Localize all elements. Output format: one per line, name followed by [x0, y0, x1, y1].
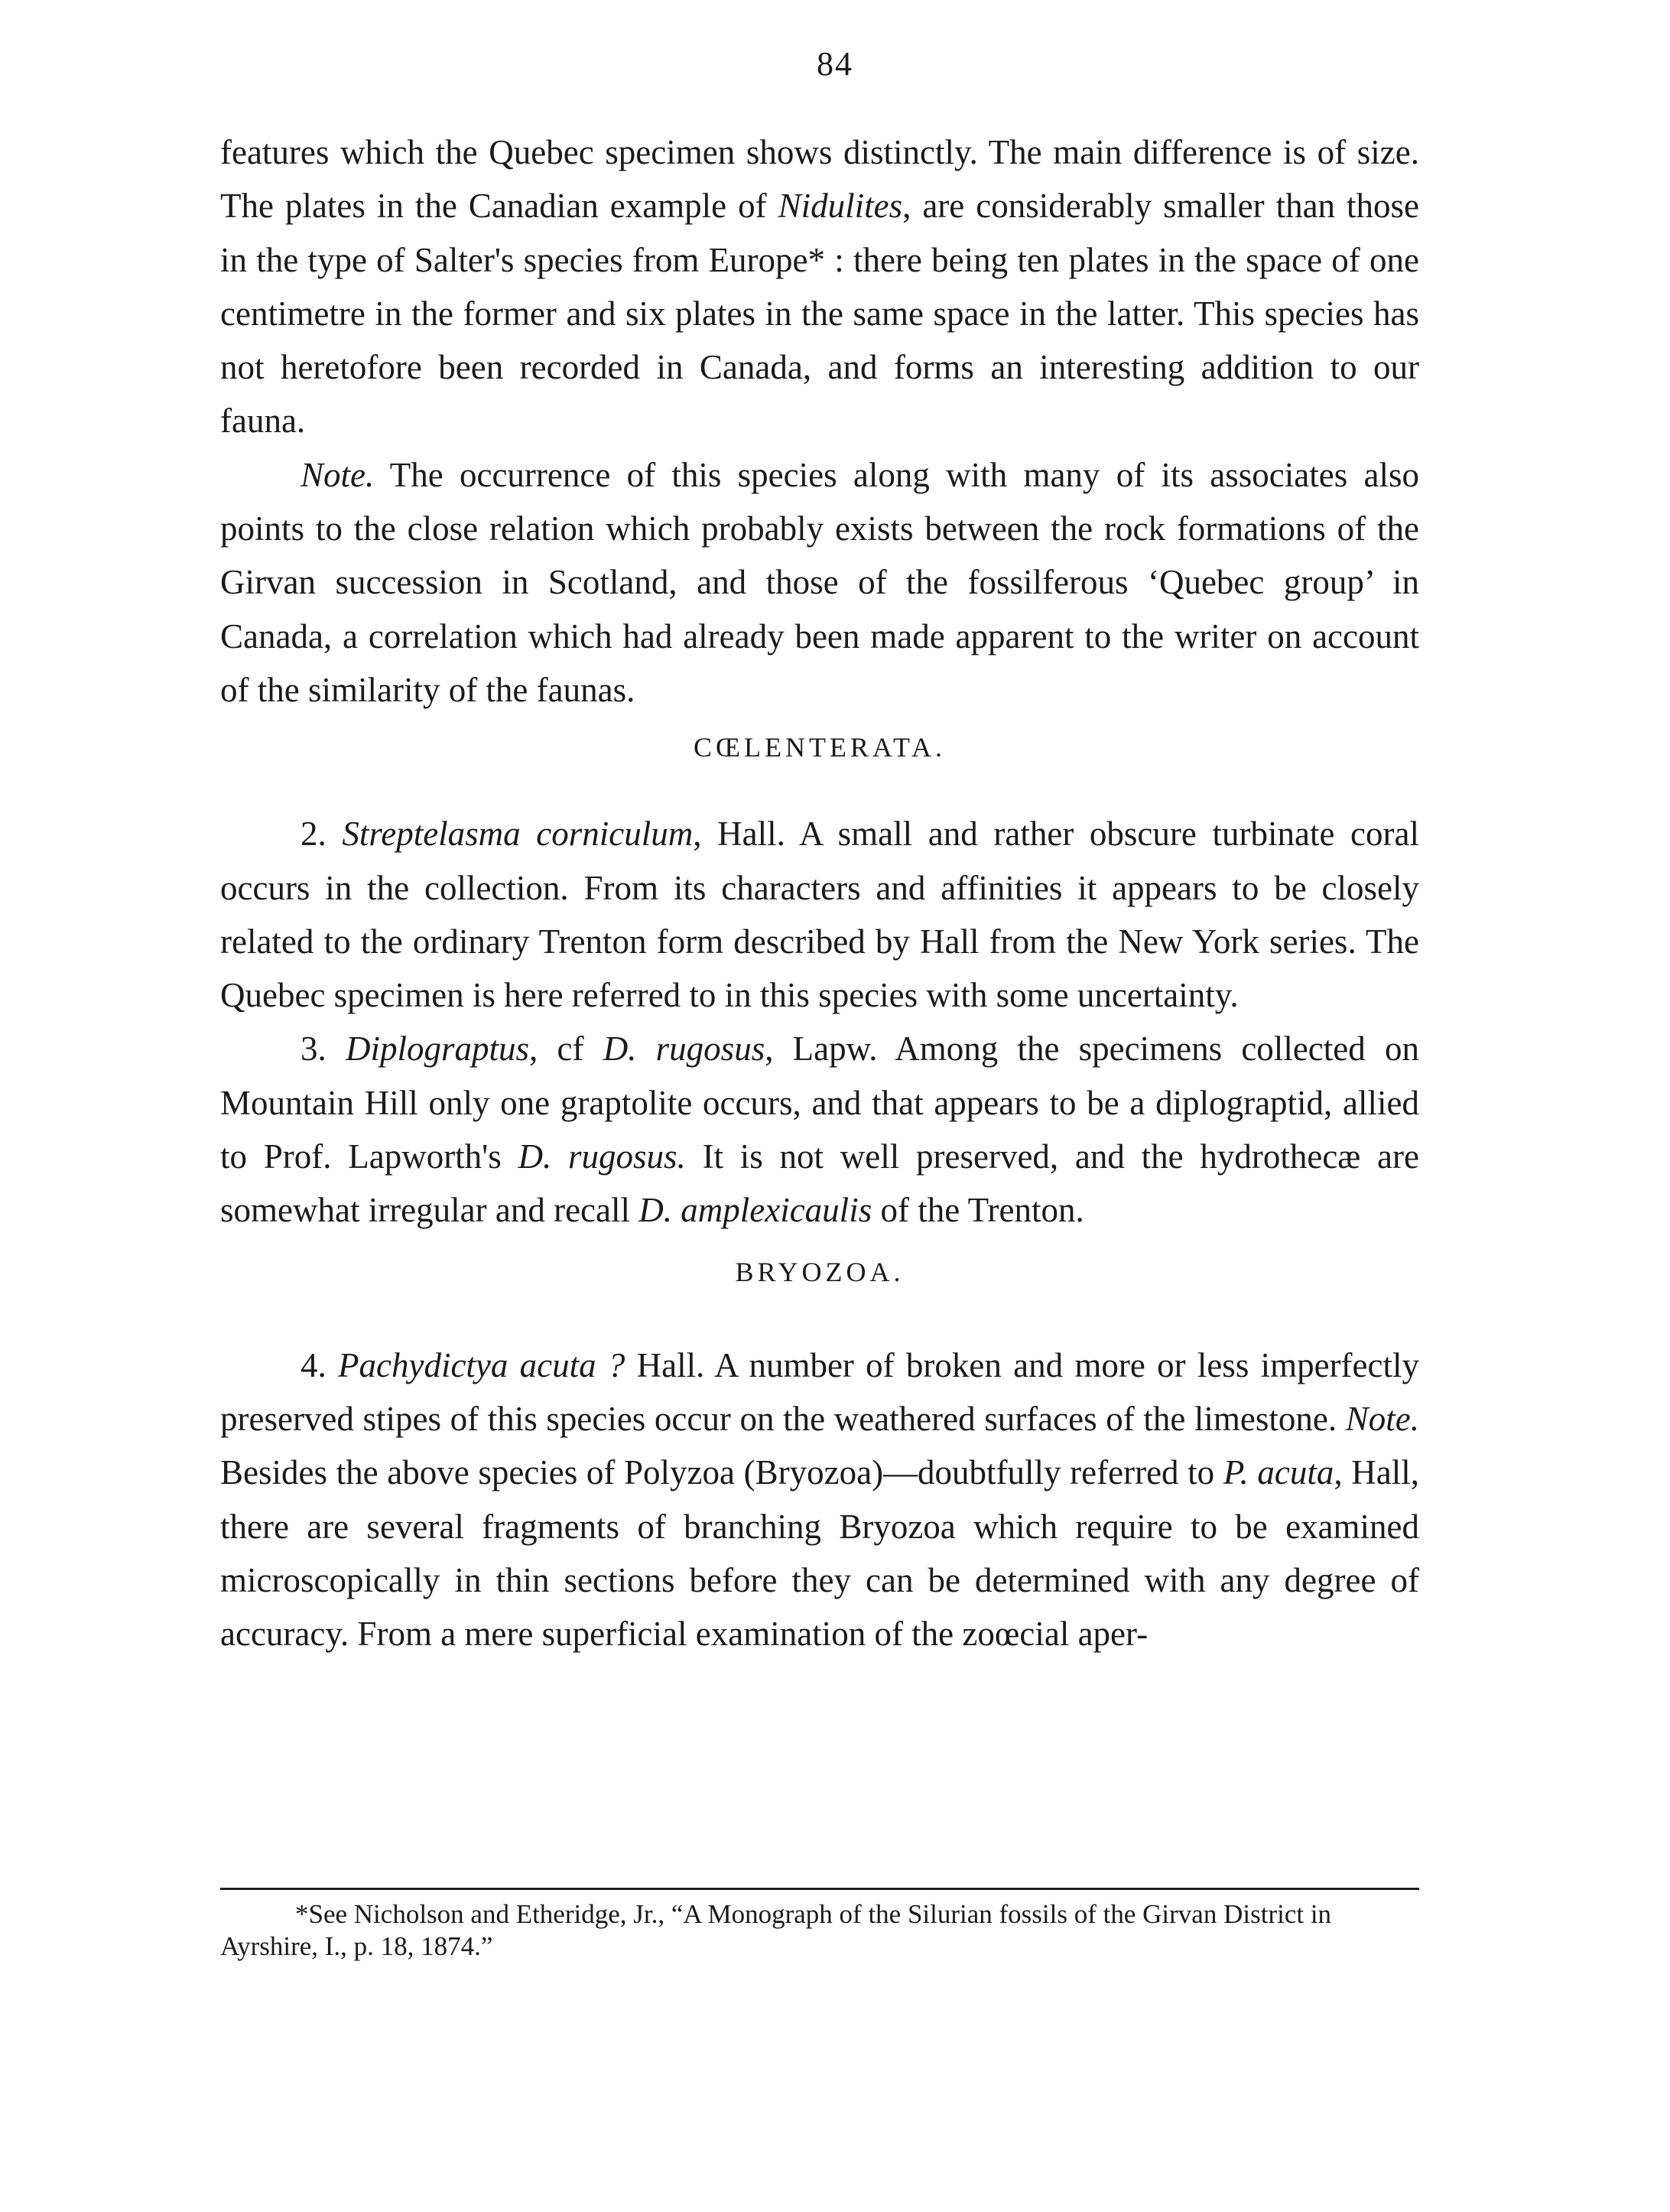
- footnote: [220, 1898, 1419, 1963]
- species-entry-4: 4. Pachydictya acuta ? Hall. A number of broken and more or less imperfectly preserved stipes of this species occur on the weathered surfaces of the limestone. Note. Besides the above species of Polyzoa (Bryozoa)—doubtfully referred to P. acuta, Hall, there are several fragments of branching Bryozoa which require to be examined microscopically in thin sections before they can be determined with any degree of accuracy. From a mere superficial examination of the zoœcial aper-: [220, 1345, 1420, 1654]
- species-entry-2: 2. Streptelasma corniculum, Hall. A small and rather obscure turbinate coral occurs in the collection. From its characters and affinities it appears to be closely related to the ordinary Trenton form described by Hall from the New York series. The Quebec specimen is here referred to in this species with some uncertainty.: [220, 815, 1419, 1015]
- paragraph-continuation: features which the Quebec specimen shows distinctly. The main difference is of size. The plates in the Canadian example of Nidulites, are considerably smaller than those in the type of Salter's species from Europe* : there being ten plates in the space of one centimetre in the former and six plates in the same space in the latter. This species has not heretofore been recorded in Canada, and forms an interesting addition to our fauna.: [220, 133, 1420, 441]
- footnote-text: *See Nicholson and Etheridge, Jr., “A Monograph of the Silurian fossils of the Girvan District in Ayrshire, I., p. 18, 1874.”: [220, 1899, 1332, 1961]
- paragraph-note: Note. The occurrence of this species along with many of its associates also points to the close relation which probably exists between the rock formations of the Girvan succession in Scotland, and those of the fossilferous ‘Quebec group’ in Canada, a correlation which had already been made apparent to the writer on account of the similarity of the faunas.: [220, 455, 1419, 709]
- page-number: 84: [817, 45, 853, 83]
- footnote-rule: [220, 1888, 1419, 1890]
- species-entry-3: 3. Diplograptus, cf D. rugosus, Lapw. Among the specimens collected on Mountain Hill only one graptolite occurs, and that appears to be a diplograptid, allied to Prof. Lapworth's D. rugosus. It is not well preserved, and the hydrothecæ are somewhat irregular and recall D. amplexicaulis of the Trenton.: [220, 1030, 1419, 1230]
- section-heading-coelenterata: CŒLENTERATA.: [693, 732, 947, 763]
- body-text: [220, 125, 1419, 1661]
- section-heading-bryozoa: BRYOZOA.: [735, 1256, 905, 1287]
